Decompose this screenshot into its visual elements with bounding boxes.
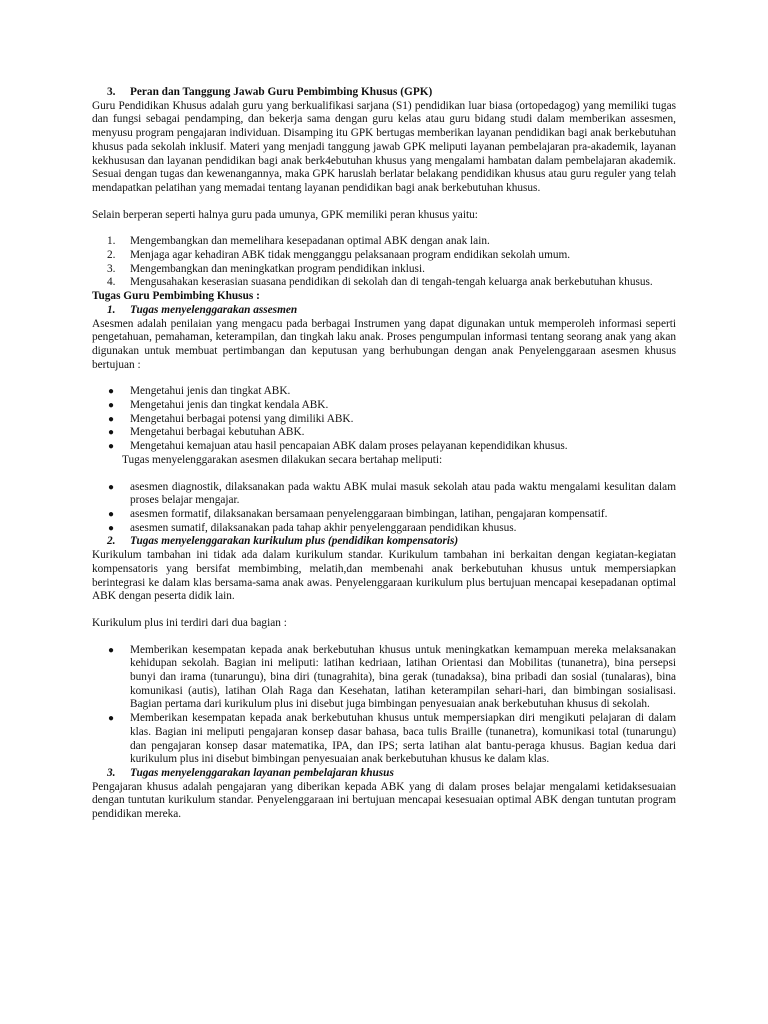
list-item: ● Mengetahui berbagai kebutuhan ABK. <box>108 426 305 439</box>
bullet-icon: ● <box>108 481 115 493</box>
bullet-icon: ● <box>108 386 115 398</box>
paragraph-gpk-definition: Guru Pendidikan Khusus adalah guru yang berkualifikasi sarjana (S1) pendidikan luar biasa (ortopedagog) yang memiliki tugas dan fungsi sebagai pendamping, dan bekerja sama dengan guru kelas atau guru bidang studi dalam memberikan assesmen, menyusu program pengajaran individuan. Disamping itu GPK bertugas memberikan layanan pendidikan bagi anak berkebutuhan khusus pada sekolah inklusif. Materi yang menjadi tanggung jawab GPK meliputi layanan pembelajaran pra-akademik, layanan kekhususan dan layanan pendidikan bagi anak berk4ebutuhan khusus yang mengalami hambatan dalam pembelajaran akademik. Sesuai dengan tugas dan kewenangannya, maka GPK haruslah berlatar belakang pendidikan khusus atau guru reguler yang telah mendapatkan pelatihan yang memadai tentang layanan pendidikan bagi anak berkebutuhan khusus. <box>92 99 676 194</box>
list-item: ● asesmen sumatif, dilaksanakan pada tahap akhir penyelenggaraan pendidikan khusus. <box>108 521 517 534</box>
bullet-icon: ● <box>108 644 115 656</box>
bullet-icon: ● <box>108 508 115 520</box>
bullet-icon: ● <box>108 427 115 439</box>
list-item: ● asesmen formatif, dilaksanakan bersamaan penyelenggaraan bimbingan, latihan, pengajaran kompensatif. <box>108 507 608 520</box>
list-item: ● Mengetahui jenis dan tingkat kendala ABK. <box>108 399 329 412</box>
list-item: 3. Mengembangkan dan meningkatkan program pendidikan inklusi. <box>107 262 425 275</box>
list-item: 1. Mengembangkan dan memelihara kesepadanan optimal ABK dengan anak lain. <box>107 235 490 248</box>
list-item: ● Mengetahui berbagai potensi yang dimiliki ABK. <box>108 412 354 425</box>
task-heading-special-instruction: 3. Tugas menyelenggarakan layanan pembelajaran khusus <box>107 766 394 779</box>
document-body <box>92 86 676 822</box>
paragraph-assessment-definition: Asesmen adalah penilaian yang mengacu pada berbagai Instrumen yang dapat digunakan untuk memperoleh informasi seperti pengetahuan, pemahaman, keterampilan, dan tingkah laku anak. Proses pengumpulan informasi tentang seorang anak yang akan digunakan untuk membuat pertimbangan dan keputusan yang berhubungan dengan anak Penyelenggaraan asesmen khusus bertujuan : <box>92 317 676 371</box>
section-title: Peran dan Tanggung Jawab Guru Pembimbing Khusus (GPK) <box>130 86 433 98</box>
assessment-stages-intro: Tugas menyelenggarakan asesmen dilakukan secara bertahap meliputi: <box>122 453 443 466</box>
list-item: ● Mengetahui jenis dan tingkat ABK. <box>108 385 291 398</box>
paragraph-curriculum-parts-intro: Kurikulum plus ini terdiri dari dua bagian : <box>92 616 287 629</box>
section-number: 3. <box>107 86 116 98</box>
assessment-stages-list <box>92 481 676 536</box>
bullet-icon: ● <box>108 413 115 425</box>
bullet-icon: ● <box>108 441 115 453</box>
task-heading-assessment: 1. Tugas menyelenggarakan assesmen <box>107 303 298 316</box>
subheading-gpk-tasks: Tugas Guru Pembimbing Khusus : <box>92 290 260 303</box>
paragraph-special-role-intro: Selain berperan seperti halnya guru pada umunya, GPK memiliki peran khusus yaitu: <box>92 208 478 221</box>
list-item: 4. Mengusahakan keserasian suasana pendidikan di sekolah dan di tengah-tengah keluarga anak berkebutuhan khusus. <box>107 276 653 289</box>
task-heading-curriculum-plus: 2. Tugas menyelenggarakan kurikulum plus (pendidikan kompensatoris) <box>107 535 459 548</box>
list-item: 2. Menjaga agar kehadiran ABK tidak mengganggu pelaksanaan program endidikan sekolah umum. <box>107 249 571 262</box>
curriculum-parts-list <box>92 644 676 767</box>
list-item: ● Mengetahui kemajuan atau hasil pencapaian ABK dalam proses pelayanan kependidikan khusus. <box>108 440 568 453</box>
bullet-icon: ● <box>108 400 115 412</box>
list-item: ● asesmen diagnostik, dilaksanakan pada waktu ABK mulai masuk sekolah atau pada waktu mengalami kesulitan dalam proses belajar mengajar. <box>108 480 676 507</box>
section-heading-gpk <box>92 86 676 100</box>
paragraph-curriculum-plus: Kurikulum tambahan ini tidak ada dalam kurikulum standar. Kurikulum tambahan ini berkaitan dengan kegiatan-kegiatan kompensatoris yang bersifat membimbing, melatih,dan membenahi anak berkebutuhan khusus untuk mempersiapkan berintegrasi ke dalam klas bersama-sama anak awas. Penyelenggaraan kurikulum plus bertujuan mencapai kesepadanan optimal ABK dengan peserta didik lain. <box>92 549 676 603</box>
list-item: ● Memberikan kesempatan kepada anak berkebutuhan khusus untuk meningkatkan kemampuan mereka melaksanakan kehidupan sekolah. Bagian ini meliputi: latihan kedriaan, latihan Orientasi dan Mobilitas (tunanetra), bina persepsi bunyi dan irama (tunarungu), bina diri (tunagrahita), bina gerak (tunadaksa), bina pribadi dan sosial (tunalaras), bina komunikasi (autis), latihan Olah Raga dan Kesehatan, latihan keterampilan sehari-hari, dan bimbingan sosialisasi. Bagian pertama dari kurikulum plus ini disebut juga bimbingan penyesuaian anak berkebutuhan khusus di sekolah. <box>108 643 676 711</box>
list-item: ● Memberikan kesempatan kepada anak berkebutuhan khusus untuk mempersiapkan diri mengikuti pelajaran di dalam klas. Bagian ini meliputi pengajaran konsep dasar bahasa, baca tulis Braille (tunanetra), komunikasi total (tunarungu) dan pengajaran konsep dasar matematika, IPA, dan IPS; serta latihan alat bantu-peraga khusus. Bagian kedua dari kurikulum plus ini disebut bimbingan penyesuaian anak berkebutuhan khusus ke dalam klas. <box>108 712 676 766</box>
bullet-icon: ● <box>108 522 115 534</box>
special-roles-list <box>92 235 676 290</box>
bullet-icon: ● <box>108 713 115 725</box>
assessment-goals-list <box>92 385 676 454</box>
paragraph-special-instruction: Pengajaran khusus adalah pengajaran yang diberikan kepada ABK yang di dalam proses belajar mengalami ketidaksesuaian dengan tuntutan kurikulum standar. Penyelenggaraan ini bertujuan mencapai kesesuaian optimal ABK dengan tuntutan program pendidikan mereka. <box>92 780 676 821</box>
